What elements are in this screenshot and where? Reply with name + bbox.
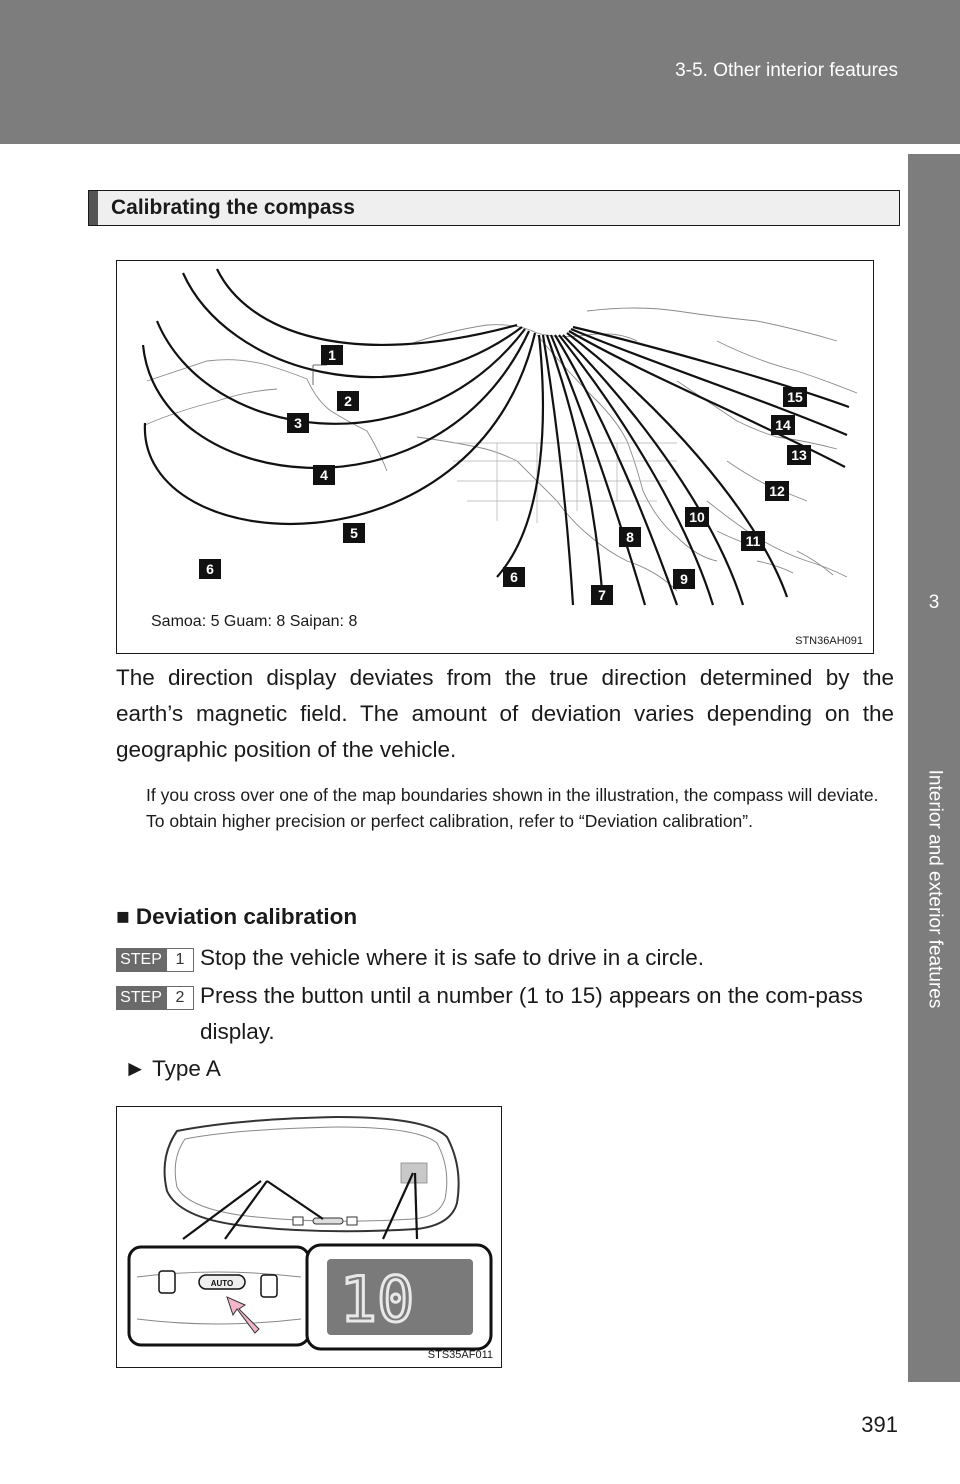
chapter-title: Interior and exterior features [924, 769, 945, 1009]
type-label: Type A [152, 1056, 221, 1081]
step-number: 1 [166, 948, 194, 972]
triangle-pointer-icon: ► [124, 1056, 147, 1081]
square-bullet-icon: ■ [116, 904, 130, 929]
mirror-small-auto-button [313, 1218, 343, 1224]
zone-label: 3 [294, 415, 302, 431]
zone-label: 10 [689, 509, 705, 525]
section-heading-marker [89, 191, 98, 225]
mirror-illustration-figure [116, 1106, 502, 1368]
note-block [146, 782, 894, 834]
body-paragraph: The direction display deviates from the true direction determined by the earth’s magnetic field. The amount of deviation varies depending on the geographic position of the vehicle. [116, 665, 894, 762]
mirror-figure-code: STS35AF011 [427, 1349, 493, 1361]
subsection-heading [116, 904, 357, 930]
zone-label: 7 [598, 587, 606, 603]
zone-label: 1 [328, 347, 336, 363]
page-header [0, 0, 960, 144]
zone-label: 11 [745, 533, 761, 549]
compass-zone-map-figure [116, 260, 874, 654]
left-switch [159, 1271, 175, 1293]
mirror-illustration [117, 1107, 501, 1367]
right-switch [261, 1275, 277, 1297]
auto-button-label: AUTO [210, 1279, 234, 1288]
step-number: 2 [166, 986, 194, 1010]
type-a-label [124, 1056, 221, 1082]
zone-label: 8 [626, 529, 634, 545]
note-line: To obtain higher precision or perfect calibration, refer to “Deviation calibration”. [146, 811, 753, 831]
zone-label: 14 [775, 417, 791, 433]
step-2-badge [116, 986, 194, 1010]
zone-label: 13 [791, 447, 807, 463]
map-figure-code: STN36AH091 [795, 635, 863, 647]
step-1-badge [116, 948, 194, 972]
section-heading [88, 190, 900, 226]
map-caption: Samoa: 5 Guam: 8 Saipan: 8 [151, 613, 358, 630]
zone-label: 9 [680, 571, 688, 587]
display-number: 10 [339, 1263, 415, 1336]
zone-label: 12 [769, 483, 785, 499]
subsection-title: Deviation calibration [135, 904, 358, 929]
step-2-text: Press the button until a number (1 to 15) appears on the com-pass display. [200, 983, 863, 1044]
zone-label: 6 [206, 561, 214, 577]
zone-label: 5 [350, 525, 358, 541]
zone-label: 6 [510, 569, 518, 585]
chapter-number: 3 [928, 592, 940, 613]
header-section-title: 3-5. Other interior features [675, 60, 898, 81]
page-number: 391 [861, 1412, 898, 1437]
zone-label: 2 [344, 393, 352, 409]
button-closeup-panel [129, 1247, 309, 1345]
step-word: STEP [116, 986, 166, 1010]
mirror-small-button-left [293, 1217, 303, 1225]
mirror-display-window [401, 1163, 427, 1183]
compass-zone-map [117, 261, 873, 653]
chapter-side-tab [908, 154, 960, 1382]
step-word: STEP [116, 948, 166, 972]
zone-label: 4 [320, 467, 328, 483]
zone-leader-lines [313, 365, 327, 385]
step-1-text: Stop the vehicle where it is safe to drive in a circle. [200, 945, 704, 970]
section-title: Calibrating the compass [111, 196, 355, 219]
zone-label: 15 [787, 389, 803, 405]
mirror-small-button-right [347, 1217, 357, 1225]
note-line: If you cross over one of the map boundaries shown in the illustration, the compass will deviate. [146, 785, 879, 805]
chapter-title-box [908, 654, 960, 1124]
